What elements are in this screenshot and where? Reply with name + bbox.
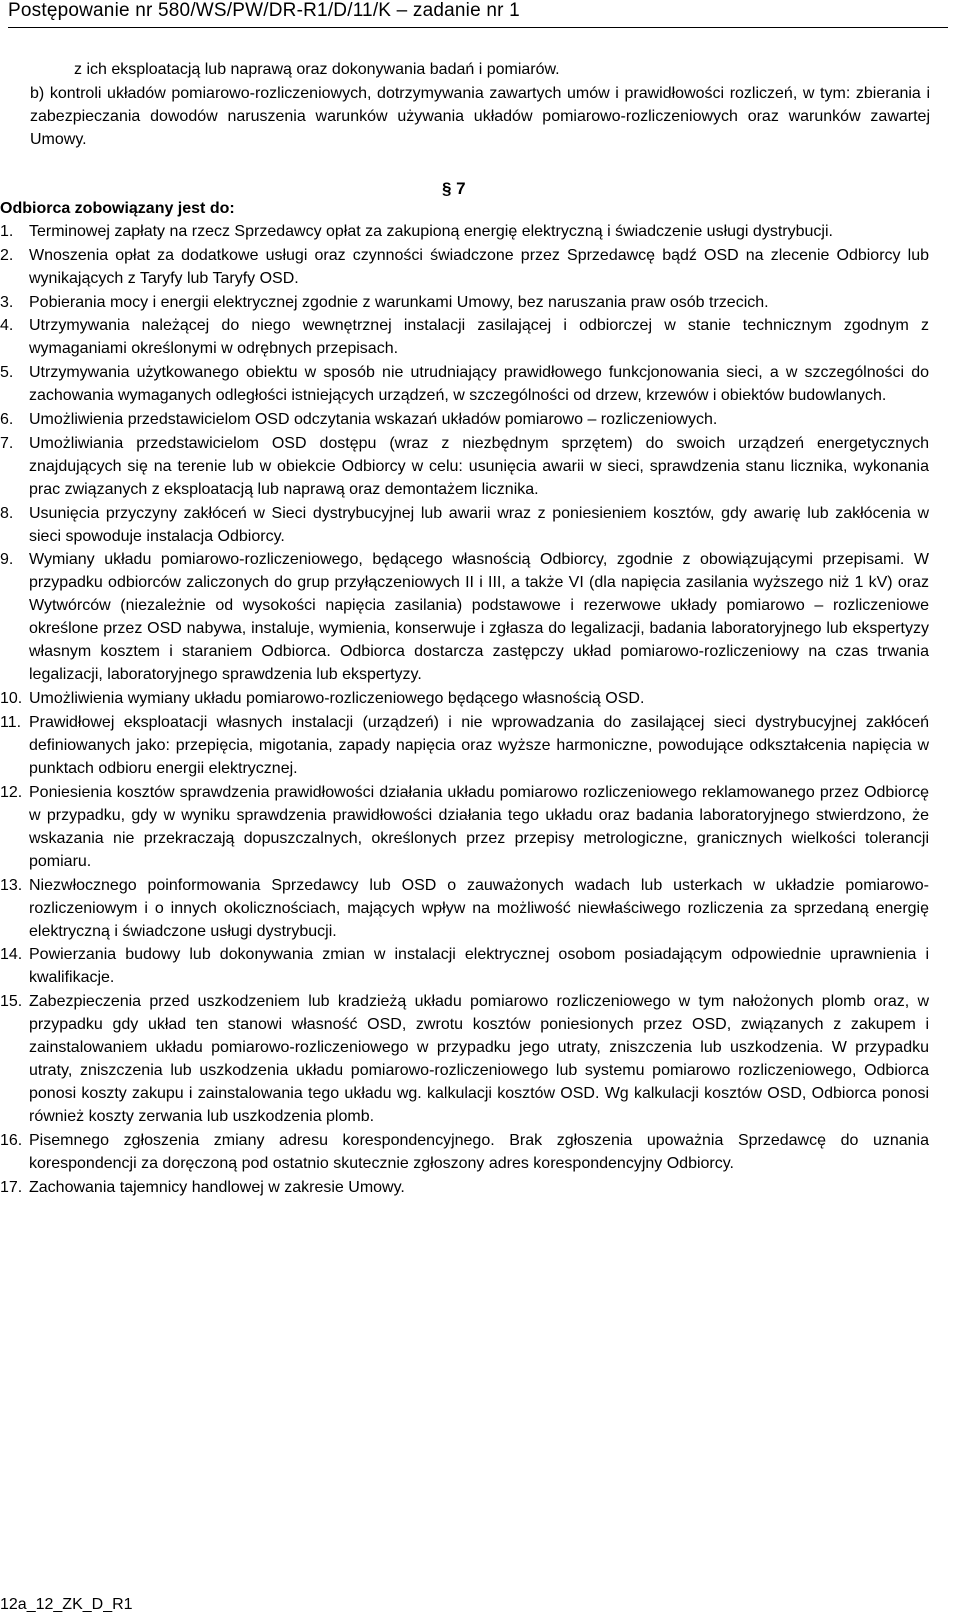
list-item [0, 244, 929, 290]
list-item-text: Utrzymywania użytkowanego obiektu w sposób nie utrudniający prawidłowego funkcjonowania sieci, a w szczególności do zachowania wymaganych odległości istniejących urządzeń, w szczególności od drzew, krzewów i obiektów budowlanych. [29, 364, 929, 405]
list-item-number: 10. [0, 690, 23, 708]
list-item-text: Zachowania tajemnicy handlowej w zakresie Umowy. [29, 1178, 405, 1196]
list-item-text: Niezwłocznego poinformowania Sprzedawcy lub OSD o zauważonych wadach lub usterkach w układzie pomiarowo-rozliczeniowym i o innych okolicznościach, mających wpływ na możliwość niewłaściwego rozliczenia za sprzedaną energię elektryczną i świadczone usługi dystrybucji. [29, 876, 929, 940]
list-item-text: Zabezpieczenia przed uszkodzeniem lub kradzieżą układu pomiarowo rozliczeniowego w tym nałożonych plomb oraz, w przypadku gdy układ ten stanowi własność OSD, zwrotu kosztów poniesionych przez OSD, związanych z zakupem i zainstalowaniem układu pomiarowo-rozliczeniowego w przypadku jego utraty, zniszczenia lub uszkodzenia. W przypadku utraty, zniszczenia lub uszkodzenia układu pomiarowo-rozliczeniowego lub systemu pomiarowo rozliczeniowego, Odbiorca ponosi koszty zakupu i zainstalowania tego układu wg. kalkulacji kosztów OSD. Wg kalkulacji kosztów OSD, Odbiorca ponosi również koszty zerwania lub uszkodzenia plomb. [29, 993, 929, 1126]
list-item-number: 6. [0, 410, 14, 428]
list-item [0, 291, 929, 314]
header-divider [8, 27, 948, 28]
list-item [0, 361, 929, 407]
list-item-number: 8. [0, 504, 14, 522]
list-item-number: 4. [0, 317, 14, 335]
list-item-number: 3. [0, 293, 14, 311]
list-item-text: Terminowej zapłaty na rzecz Sprzedawcy opłat za zakupioną energię elektryczną i świadczenie usługi dystrybucji. [29, 223, 833, 240]
list-item-text: Pobierania mocy i energii elektrycznej zgodnie z warunkami Umowy, bez naruszania praw osób trzecich. [29, 293, 769, 311]
list-item [0, 990, 929, 1128]
list-item [0, 220, 929, 243]
list-item-number: 7. [0, 434, 14, 452]
list-item [0, 1129, 929, 1175]
list-item [0, 314, 929, 360]
page-header-title: Postępowanie nr 580/WS/PW/DR-R1/D/11/K – zadanie nr 1 [8, 0, 520, 21]
list-item [0, 943, 929, 989]
list-item [0, 1176, 929, 1199]
list-item-number: 15. [0, 993, 23, 1011]
list-item-number: 14. [0, 946, 23, 964]
list-item [0, 711, 929, 780]
section-number: § 7 [442, 179, 466, 198]
list-item-text: Usunięcia przyczyny zakłóceń w Sieci dystrybucyjnej lub awarii wraz z poniesieniem kosztów, gdy awarię lub zakłócenia w sieci spowoduje instalacja Odbiorcy. [29, 504, 929, 545]
list-item [0, 874, 929, 943]
list-item-text: Wnoszenia opłat za dodatkowe usługi oraz czynności świadczone przez Sprzedawcę bądź OSD na zlecenie Odbiorcy lub wynikających z Taryfy lub Taryfy OSD. [29, 246, 929, 287]
list-item-text: Powierzania budowy lub dokonywania zmian w instalacji elektrycznej osobom posiadającym odpowiednie uprawnienia i kwalifikacje. [29, 946, 929, 987]
list-item [0, 502, 929, 548]
section-lead: Odbiorca zobowiązany jest do: [0, 200, 235, 217]
list-item-number: 16. [0, 1131, 23, 1149]
list-item-text: Wymiany układu pomiarowo-rozliczeniowego, będącego własnością Odbiorcy, zgodnie z obowiązującymi przepisami. W przypadku odbiorców zaliczonych do grup przyłączeniowych II i III, a także VI (dla napięcia zasilania wyższego niż 1 kV) oraz Wytwórców (niezależnie od wysokości napięcia zasilania) podstawowe i rezerwowe układy pomiarowo – rozliczeniowe określone przez OSD nabywa, instaluje, wymienia, konserwuje i zgłasza do legalizacji, badania laboratoryjnego lub ekspertyzy własnym kosztem i staraniem Odbiorca. Odbiorca dostarcza zastępczy układ pomiarowo-rozliczeniowy na czas trwania legalizacji, laboratoryjnego sprawdzenia lub ekspertyzy. [29, 551, 929, 684]
list-item-number: 2. [0, 246, 14, 264]
list-item-number: 17. [0, 1178, 23, 1196]
paragraph-b: b) kontroli układów pomiarowo-rozliczeniowych, dotrzymywania zawartych umów i prawidłowości rozliczeń, w tym: zbierania i zabezpieczania dowodów naruszenia warunków używania układów pomiarowo-rozliczeniowych oraz warunków zawartej Umowy. [30, 85, 930, 148]
list-item [0, 408, 929, 431]
list-item-text: Umożliwiania przedstawicielom OSD dostępu (wraz z niezbędnym sprzętem) do swoich urządzeń energetycznych znajdujących się na terenie lub w obiekcie Odbiorcy w celu: usunięcia awarii w sieci, sprawdzenia stanu licznika, wykonania prac związanych z eksploatacją lub naprawą oraz demontażem licznika. [29, 434, 929, 498]
list-item-text: Umożliwienia przedstawicielom OSD odczytania wskazań układów pomiarowo – rozliczeniowych. [29, 410, 718, 428]
list-item-text: Utrzymywania należącej do niego wewnętrznej instalacji zasilającej i odbiorczej w stanie technicznym zgodnym z wymaganiami określonymi w odrębnych przepisach. [29, 317, 929, 358]
list-item-text: Pisemnego zgłoszenia zmiany adresu korespondencyjnego. Brak zgłoszenia upoważnia Sprzedawcę do uznania korespondencji za doręczoną pod ostatnio skutecznie zgłoszony adres korespondencyjny Odbiorcy. [29, 1131, 929, 1172]
list-item-number: 9. [0, 551, 14, 569]
list-item-number: 12. [0, 783, 23, 801]
list-item [0, 781, 929, 873]
list-item-number: 13. [0, 876, 23, 894]
list-item [0, 687, 929, 710]
list-item-text: Poniesienia kosztów sprawdzenia prawidłowości działania układu pomiarowo rozliczeniowego reklamowanego przez Odbiorcę w przypadku, gdy w wyniku sprawdzenia prawidłowości działania tego układu oraz badania laboratoryjnego stwierdzono, że wskazania nie przekraczają dopuszczalnych, określonych przez przepisy metrologiczne, granicznych wielkości tolerancji pomiaru. [29, 783, 929, 870]
continuation-line: z ich eksploatacją lub naprawą oraz dokonywania badań i pomiarów. [74, 61, 560, 78]
list-item-number: 1. [0, 223, 14, 240]
page-footer-code: 12a_12_ZK_D_R1 [0, 1596, 133, 1613]
list-item [0, 548, 929, 686]
list-item-text: Umożliwienia wymiany układu pomiarowo-rozliczeniowego będącego własnością OSD. [29, 690, 645, 708]
list-item-number: 11. [0, 713, 22, 731]
list-item-text: Prawidłowej eksploatacji własnych instalacji (urządzeń) i nie wprowadzania do zasilającej sieci dystrybucyjnej zakłóceń definiowanych jako: przepięcia, migotania, zapady napięcia oraz wyższe harmoniczne, powodujące odkształcenia napięcia w punktach odbioru energii elektrycznej. [29, 713, 929, 777]
list-item-number: 5. [0, 364, 14, 382]
list-item [0, 432, 929, 501]
obligations-list [0, 220, 929, 1200]
